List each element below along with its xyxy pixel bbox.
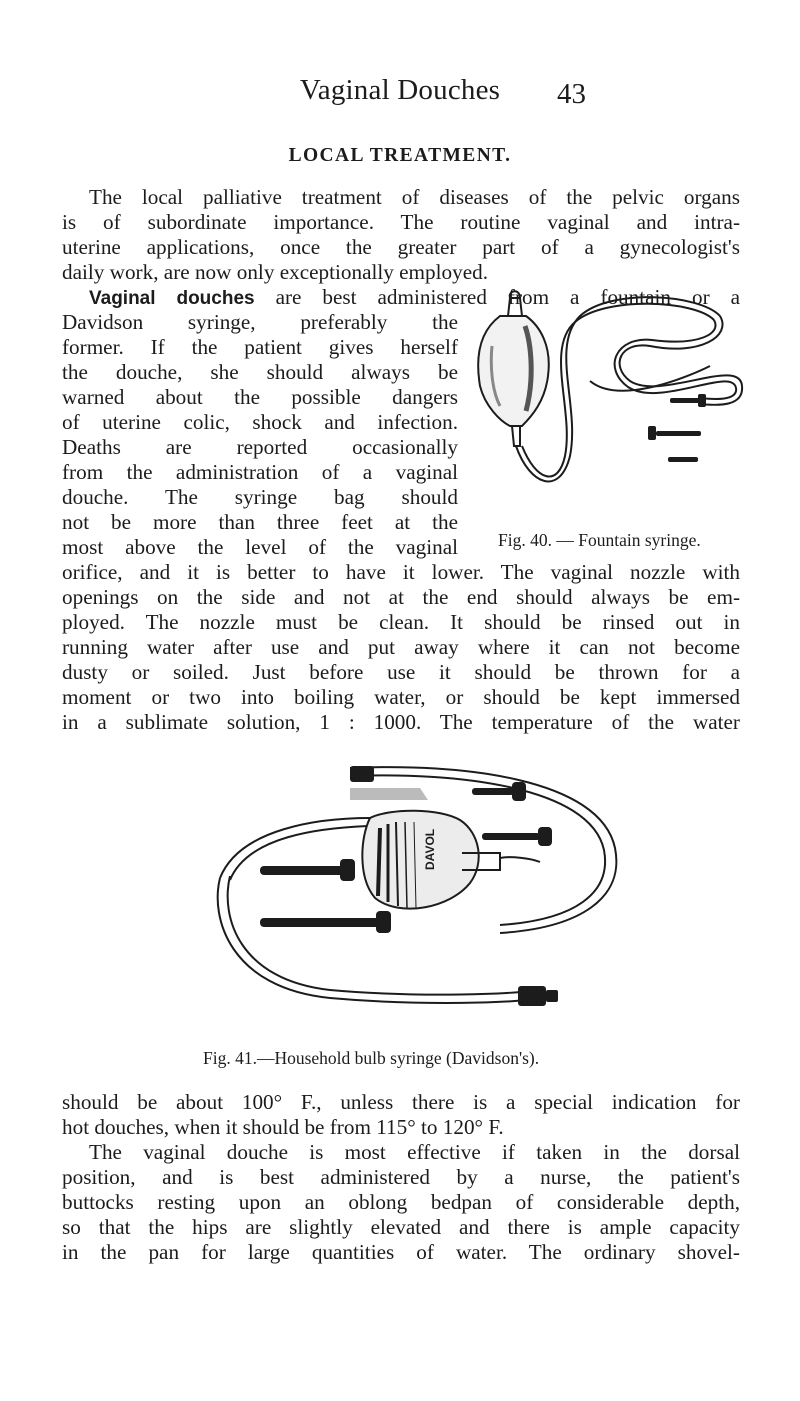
text-line: not be more than three feet at the (62, 510, 458, 534)
text-line: daily work, are now only exceptionally employed. (62, 260, 488, 284)
running-head (0, 74, 800, 114)
text-line: so that the hips are slightly elevated and there is ample capacity (62, 1215, 740, 1239)
text-line: douche. The syringe bag should (62, 485, 458, 509)
text-line: in a sublimate solution, 1 : 1000. The temperature of the water (62, 710, 740, 734)
text-line: hot douches, when it should be from 115° to 120° F. (62, 1115, 504, 1139)
text-line: orifice, and it is better to have it lower. The vaginal nozzle with (62, 560, 740, 584)
bulb-label: DAVOL (423, 828, 437, 870)
text-line: is of subordinate importance. The routine vaginal and intra- (62, 210, 740, 234)
text-line: of uterine colic, shock and infection. (62, 410, 458, 434)
figure-caption: Fig. 41.—Household bulb syringe (Davidson's). (203, 1048, 540, 1068)
run-in-heading: Vaginal douches (89, 288, 255, 309)
text-line: the douche, she should always be (62, 360, 458, 384)
figure-caption: Fig. 40. — Fountain syringe. (498, 530, 701, 550)
text-line: Davidson syringe, preferably the (62, 310, 458, 334)
text-line: The vaginal douche is most effective if taken in the dorsal (89, 1140, 740, 1164)
text-line: position, and is best administered by a nurse, the patient's (62, 1165, 740, 1189)
text-line: openings on the side and not at the end should always be em- (62, 585, 740, 609)
text-line: dusty or soiled. Just before use it should be thrown for a (62, 660, 740, 684)
text-line: moment or two into boiling water, or should be kept immersed (62, 685, 740, 709)
page-number: 43 (557, 78, 586, 110)
text-line: uterine applications, once the greater part of a gynecologist's (62, 235, 740, 259)
text-line: warned about the possible dangers (62, 385, 458, 409)
bulb-syringe-illustration (200, 758, 630, 1018)
text-span: are best administered from a fountain or a (254, 285, 740, 309)
text-line: most above the level of the vaginal (62, 535, 458, 559)
text-line: should be about 100° F., unless there is a special indication for (62, 1090, 740, 1114)
text-line: former. If the patient gives herself (62, 335, 458, 359)
running-title: Vaginal Douches (299, 74, 501, 106)
text-line: in the pan for large quantities of water. The ordinary shovel- (62, 1240, 740, 1264)
text-line: The local palliative treatment of diseases of the pelvic organs (89, 185, 740, 209)
text-line: Deaths are reported occasionally (62, 435, 458, 459)
text-line: running water after use and put away where it can not become (62, 635, 740, 659)
fountain-syringe-illustration (470, 286, 750, 521)
text-line: from the administration of a vaginal (62, 460, 458, 484)
section-title: LOCAL TREATMENT. (288, 145, 512, 166)
text-line: buttocks resting upon an oblong bedpan of considerable depth, (62, 1190, 740, 1214)
text-line: ployed. The nozzle must be clean. It should be rinsed out in (62, 610, 740, 634)
